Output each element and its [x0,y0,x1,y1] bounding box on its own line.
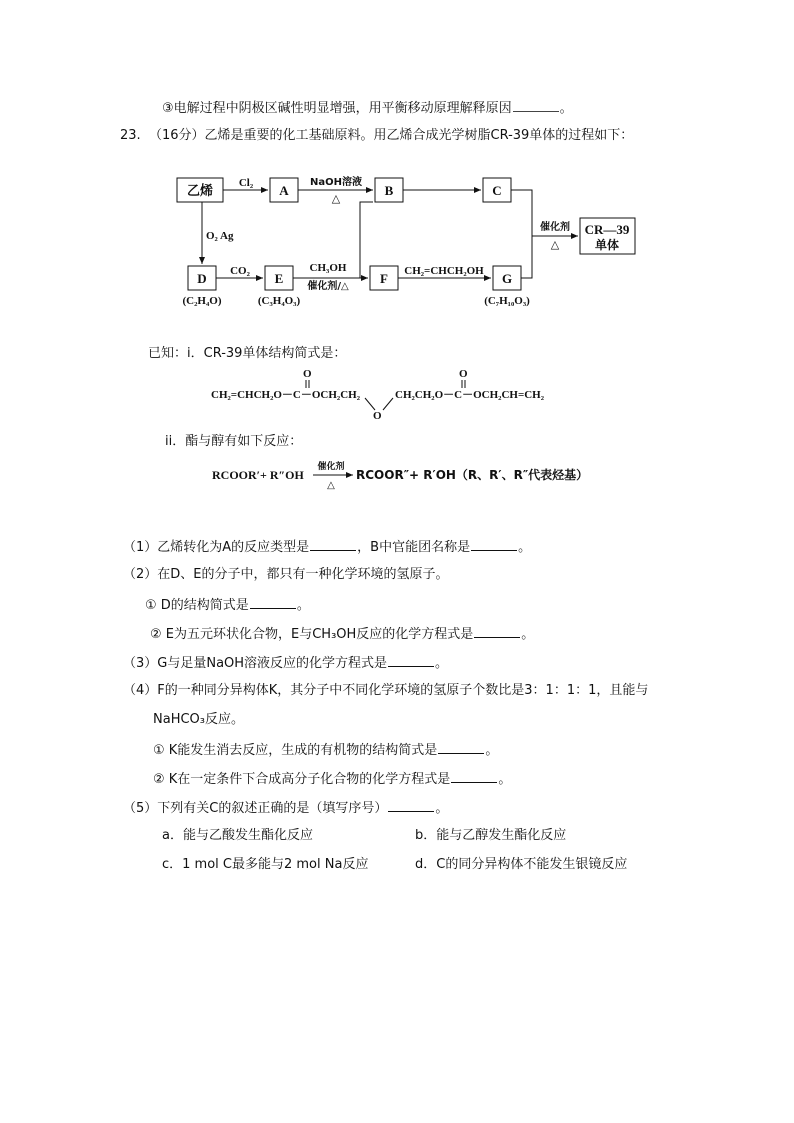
product-line2: 单体 [594,238,620,252]
label-F: F [380,271,388,286]
q2-2-text: ② E为五元环状化合物，E与CH₃OH反应的化学方程式是 [150,627,474,642]
label-A: A [279,183,289,198]
label-E: E [274,271,284,286]
question-5 [123,798,448,818]
problem-text: （16分）乙烯是重要的化工基础原料。用乙烯合成光学树脂CR-39单体的过程如下： [148,128,634,143]
struct-carbonyl-o-left: O [303,368,312,380]
rxn-right: RCOOR″+ R′OH（R、R′、R″代表烃基） [356,468,589,482]
struct-right: CH₂CH₂O－C－OCH₂CH=CH₂ [395,389,545,401]
cond-delta-2: △ [550,239,560,251]
known-ii: ii．酯与醇有如下反应： [165,434,303,449]
q5-end: 。 [435,801,449,816]
ester-reaction [208,458,608,490]
reaction-scheme [170,168,650,313]
q2-1-text: ① D的结构简式是 [145,598,249,613]
intro-q3 [162,98,573,118]
question-2: （2）在D、E的分子中，都只有一种化学环境的氢原子。 [123,567,449,582]
q4-1-end: 。 [485,743,499,758]
q1-end: 。 [518,540,532,555]
answer-blank[interactable] [388,798,434,812]
q2-2-end: 。 [521,627,535,642]
intro-q3-text: ③电解过程中阴极区碱性明显增强，用平衡移动原理解释原因 [162,101,512,116]
rxn-cat: 催化剂 [317,462,345,472]
q3-text: （3）G与足量NaOH溶液反应的化学方程式是 [123,656,388,671]
reagent-o2ag: O₂ Ag [206,230,234,242]
q3-end: 。 [435,656,449,671]
q1-text: （1）乙烯转化为A的反应类型是 [123,540,310,555]
question-2-2 [150,624,534,644]
question-4: （4）F的一种同分异构体K，其分子中不同化学环境的氢原子个数比是3：1：1：1，且能与 [123,683,649,698]
label-C: C [492,183,502,198]
cr39-structure [205,366,575,424]
answer-blank[interactable] [250,595,296,609]
option-a: a．能与乙酸发生酯化反应 [162,828,313,843]
struct-bridge-o: O [373,410,382,422]
answer-blank[interactable] [513,98,559,112]
known-i: 已知：i．CR-39单体结构简式是： [148,346,347,361]
option-d: d．C的同分异构体不能发生银镜反应 [415,857,628,872]
answer-blank[interactable] [471,537,517,551]
question-1 [123,537,531,557]
reagent-ch3oh: CH₃OH [309,262,347,274]
q5-text: （5）下列有关C的叙述正确的是（填写序号） [123,801,388,816]
q4-2-end: 。 [498,772,512,787]
question-4-2 [153,769,511,789]
answer-blank[interactable] [310,537,356,551]
product-line1: CR—39 [584,222,630,237]
label-G: G [501,271,513,286]
label-B: B [384,183,394,198]
reagent-allyl: CH₂=CHCH₂OH [404,265,484,277]
question-4-1 [153,740,498,760]
option-b: b．能与乙醇发生酯化反应 [415,828,567,843]
reagent-co2: CO₂ [230,265,250,277]
q1-mid: ，B中官能团名称是 [357,540,471,555]
q2-1-end: 。 [296,598,310,613]
rxn-left: RCOOR′+ R″OH [212,468,304,482]
reagent-cl2: Cl₂ [238,177,254,189]
answer-blank[interactable] [388,653,434,667]
question-2-1 [145,595,310,615]
cond-cat: 催化剂 [540,222,570,233]
answer-blank[interactable] [438,740,484,754]
answer-blank[interactable] [474,624,520,638]
answer-blank[interactable] [451,769,497,783]
question-3 [123,653,448,673]
cond-delta-1: △ [331,193,341,205]
problem-header [120,127,633,145]
intro-q3-end: 。 [559,101,573,116]
rxn-delta: △ [327,480,335,490]
start-label: 乙烯 [186,184,214,199]
formula-E: (C₃H₄O₃) [257,295,301,307]
formula-G: (C₇H₁₀O₃) [484,295,530,307]
reagent-naoh: NaOH溶液 [310,177,362,188]
cond-cat-delta: 催化剂/△ [307,281,349,292]
q4-2-text: ② K在一定条件下合成高分子化合物的化学方程式是 [153,772,451,787]
question-4-cont: NaHCO₃反应。 [153,712,244,727]
struct-left: CH₂=CHCH₂O－C－OCH₂CH₂ [211,389,361,401]
q4-1-text: ① K能发生消去反应，生成的有机物的结构简式是 [153,743,438,758]
formula-D: (C₂H₄O) [182,295,222,307]
struct-carbonyl-o-right: O [459,368,468,380]
problem-number: 23. [120,128,141,143]
option-c: c．1 mol C最多能与2 mol Na反应 [162,857,369,872]
label-D: D [197,271,207,286]
